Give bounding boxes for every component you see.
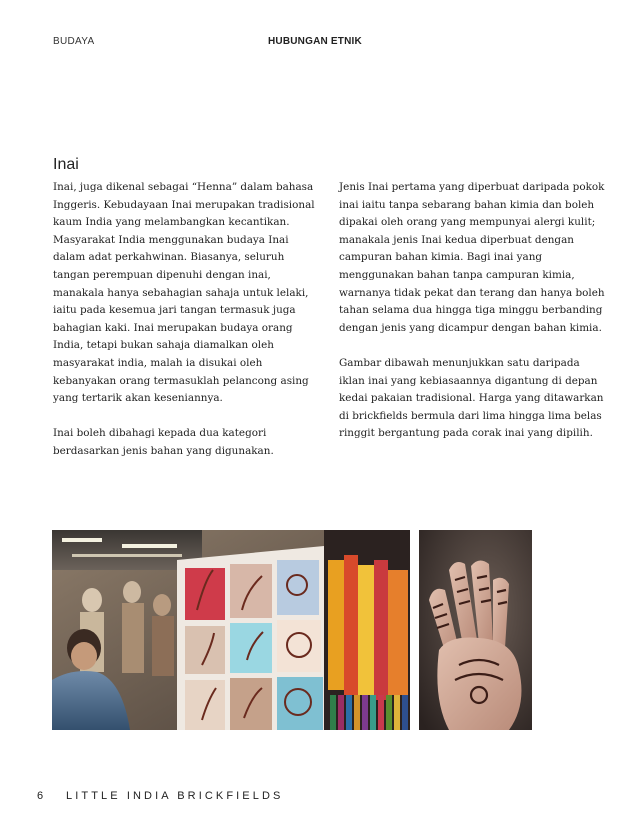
henna-shop-photo — [52, 530, 410, 730]
article-right-column — [339, 179, 605, 461]
article-paragraph: Inai boleh dibahagi kepada dua kategori berdasarkan jenis bahan yang digunakan. — [53, 427, 274, 457]
article-paragraph: Jenis Inai pertama yang diperbuat daripada pokok inai iaitu tanpa sebarang bahan kimia dan boleh dipakai oleh orang yang mempunyai alergi kulit; manakala jenis Inai kedua diperbuat dengan campuran bahan kimia. Bagi inai yang menggunakan bahan tanpa campuran kimia, warnanya tidak pekat dan terang dan hanya boleh tahan selama dua hingga tiga minggu berbanding dengan jenis yang dicampur dengan bahan kimia. — [339, 181, 605, 334]
header-section-label: BUDAYA — [53, 36, 95, 47]
henna-hand-photo — [419, 530, 532, 730]
page-number: 6 — [37, 790, 44, 802]
header-chapter-label: HUBUNGAN ETNIK — [268, 36, 362, 47]
article-title: Inai — [53, 156, 79, 173]
article-left-column — [53, 179, 321, 478]
publication-title: LITTLE INDIA BRICKFIELDS — [66, 790, 284, 802]
article-paragraph: Inai, juga dikenal sebagai “Henna” dalam bahasa Inggeris. Kebudayaan Inai merupakan tradisional kaum India yang melambangkan kecantikan. Masyarakat India menggunakan budaya Inai dalam adat perkahwinan. Biasanya, seluruh tangan perempuan dipenuhi dengan inai, manakala hanya sebahagian sahaja untuk lelaki, iaitu pada kesemua jari tangan termasuk juga bahagian kaki. Inai merupakan budaya orang India, tetapi bukan sahaja diamalkan oleh masyarakat india, malah ia disukai oleh kebanyakan orang termasuklah pelancong asing yang tertarik akan keseniannya. — [53, 181, 315, 405]
article-paragraph: Gambar dibawah menunjukkan satu daripada iklan inai yang kebiasaannya digantung di depan kedai pakaian tradisional. Harga yang ditawarkan di brickfields bermula dari lima hingga lima belas ringgit bergantung pada corak inai yang dipilih. — [339, 356, 604, 440]
